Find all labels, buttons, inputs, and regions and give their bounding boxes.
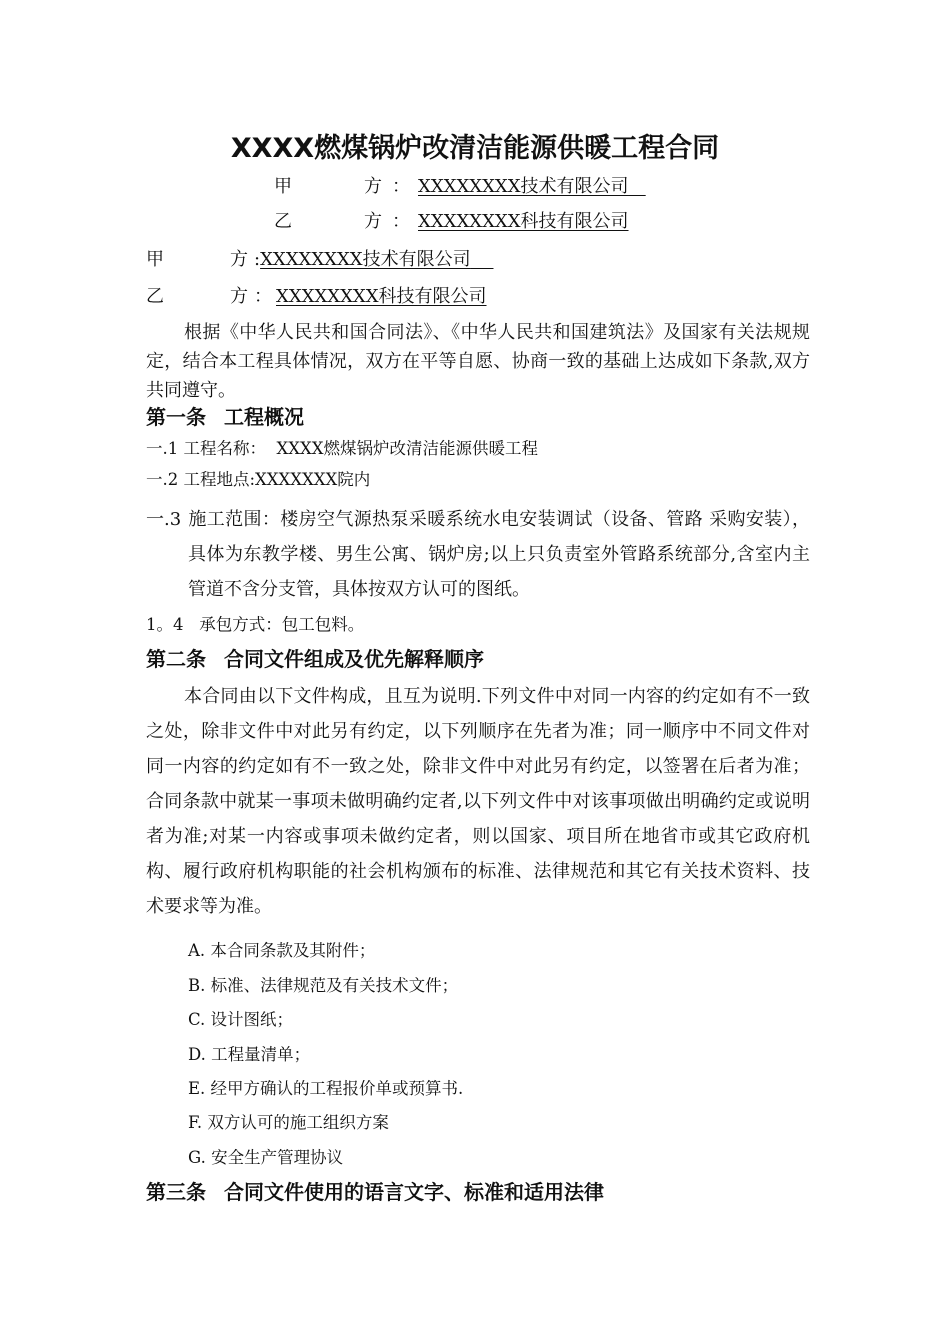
- contract-title: XXXX燃煤锅炉改清洁能源供暖工程合同: [230, 133, 720, 164]
- article-2-body: 本合同由以下文件构成，且互为说明.下列文件中对同一内容的约定如有不一致之处，除非文件中对此另有约定，以下列顺序在先者为准；同一顺序中不同文件对同一内容的约定如有不一致之处，除非文件中对此另有约定，以签署在后者为准；合同条款中就某一事项未做明确约定者,以下列文件中对该事项做出明确约定或说明者为准;对某一内容或事项未做约定者，则以国家、项目所在地省市或其它政府机构、履行政府机构职能的社会机构颁布的标准、法律规范和其它有关技术资料、技术要求等为准。: [146, 686, 810, 917]
- party-a-left-colon: :: [254, 249, 261, 270]
- party-a-centered: [274, 175, 646, 199]
- item-1-value: XXXX燃煤锅炉改清洁能源供暖工程: [276, 439, 538, 458]
- party-a-name: XXXXXXXX技术有限公司: [418, 176, 629, 197]
- article-2-title: 合同文件组成及优先解释顺序: [224, 647, 484, 671]
- list-item-c: C. 设计图纸；: [188, 1010, 294, 1029]
- item-2-value: XXXXXXX院内: [255, 470, 371, 489]
- party-b-label: 乙: [274, 211, 292, 232]
- article-2-number: 第二条: [146, 647, 206, 671]
- party-a-left-label-2: 方: [230, 249, 248, 270]
- party-a-label: 甲: [274, 176, 292, 197]
- article-3-number: 第三条: [146, 1180, 206, 1204]
- article-1-item-4: [146, 613, 364, 637]
- intro-paragraph: 根据《中华人民共和国合同法》、《中华人民共和国建筑法》及国家有关法规规定，结合本工程具体情况，双方在平等自愿、协商一致的基础上达成如下条款,双方共同遵守。: [146, 322, 810, 401]
- party-b-label-2: 方: [364, 211, 382, 232]
- party-a-colon: ：: [392, 176, 410, 197]
- item-1-label: 一.1 工程名称：: [146, 439, 266, 458]
- list-item-d: D. 工程量清单；: [188, 1045, 311, 1064]
- article-1-item-2: [146, 468, 370, 492]
- item-3-value: 施工范围：楼房空气源热泵采暖系统水电安装调试（设备、管路 采购安装），具体为东教学楼、男生公寓、锅炉房;以上只负责室外管路系统部分,含室内主管道不含分支管，具体按双方认可的图纸。: [188, 509, 810, 600]
- party-b-name: XXXXXXXX科技有限公司: [418, 211, 629, 232]
- article-1-number: 第一条: [146, 405, 206, 429]
- party-b-left-colon: ：: [254, 286, 272, 307]
- article-1-title: 工程概况: [224, 405, 304, 429]
- list-item-b: B. 标准、法律规范及有关技术文件；: [188, 976, 459, 995]
- article-3-heading: [146, 1178, 604, 1206]
- party-b-left-name: XXXXXXXX科技有限公司: [276, 286, 487, 307]
- article-1-item-3: [146, 502, 810, 607]
- list-item-g: G. 安全生产管理协议: [188, 1148, 344, 1167]
- list-item-f: F. 双方认可的施工组织方案: [188, 1113, 389, 1132]
- party-b-left-label: 乙: [146, 286, 164, 307]
- item-3-label: 一.3: [146, 509, 182, 530]
- party-a-label-2: 方: [364, 176, 382, 197]
- party-a-left-label: 甲: [146, 249, 164, 270]
- party-a-left-name: XXXXXXXX技术有限公司: [260, 249, 471, 270]
- party-b-left: [146, 285, 487, 309]
- party-b-centered: [274, 210, 629, 234]
- party-a-left: [146, 248, 493, 272]
- item-4-label: 1。4: [146, 615, 184, 634]
- list-item-a: A. 本合同条款及其附件；: [188, 941, 376, 960]
- item-4-value: 承包方式：包工包料。: [199, 615, 365, 634]
- list-item-e: E. 经甲方确认的工程报价单或预算书.: [188, 1079, 464, 1098]
- article-1-item-1: [146, 437, 538, 461]
- item-2-label: 一.2 工程地点:: [146, 470, 256, 489]
- party-b-colon: ：: [392, 211, 410, 232]
- article-3-title: 合同文件使用的语言文字、标准和适用法律: [224, 1180, 604, 1204]
- article-2-heading: [146, 645, 484, 673]
- party-b-left-label-2: 方: [230, 286, 248, 307]
- article-1-heading: [146, 403, 304, 431]
